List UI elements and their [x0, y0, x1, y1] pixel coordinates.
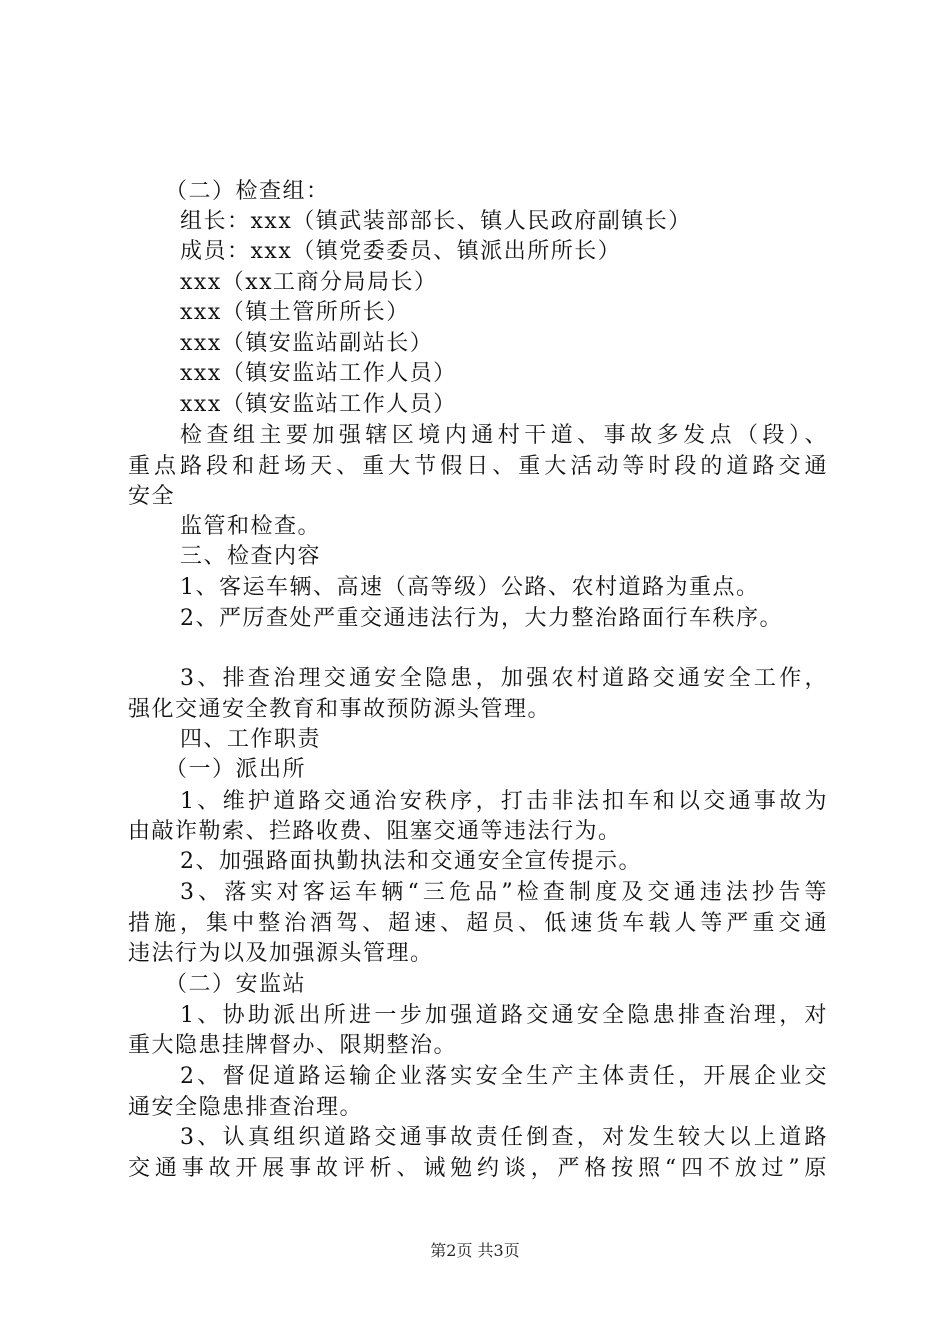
text-line: xxx（镇安监站工作人员） [180, 392, 457, 417]
text-line: 违法行为以及加强源头管理。 [128, 941, 434, 966]
section-heading: 四、工作职责 [180, 727, 322, 752]
text-line: 组长：xxx（镇武装部部长、镇人民政府副镇长） [180, 209, 692, 234]
text-line: 检查组主要加强辖区境内通村干道、事故多发点（段）、 [180, 423, 828, 448]
text-line: 措施，集中整治酒驾、超速、超员、低速货车载人等严重交通 [128, 911, 828, 936]
text-line: 3、认真组织道路交通事故责任倒查，对发生较大以上道路 [180, 1125, 828, 1150]
text-line: 交通事故开展事故评析、诫勉约谈，严格按照“四不放过”原 [128, 1156, 828, 1181]
text-line: 安全 [128, 484, 176, 509]
text-line: xxx（xx工商分局局长） [180, 270, 438, 295]
subsection-heading: （一）派出所 [165, 757, 307, 782]
section-heading: 三、检查内容 [180, 544, 322, 569]
text-line: 重点路段和赶场天、重大节假日、重大活动等时段的道路交通 [128, 454, 828, 479]
text-line: xxx（镇土管所所长） [180, 300, 410, 325]
text-line: 由敲诈勒索、拦路收费、阻塞交通等违法行为。 [128, 819, 622, 844]
text-line: （二）检查组： [165, 179, 330, 204]
text-line: 重大隐患挂牌督办、限期整治。 [128, 1033, 458, 1058]
text-line: 3、排查治理交通安全隐患，加强农村道路交通安全工作， [180, 666, 828, 691]
subsection-heading: （二）安监站 [165, 972, 307, 997]
text-line: 2、加强路面执勤执法和交通安全宣传提示。 [180, 849, 642, 874]
text-line: 通安全隐患排查治理。 [128, 1095, 364, 1120]
text-line: 2、严厉查处严重交通违法行为，大力整治路面行车秩序。 [180, 606, 783, 631]
text-line: 1、客运车辆、高速（高等级）公路、农村道路为重点。 [180, 575, 760, 600]
text-line: 监管和检查。 [180, 514, 322, 539]
text-line: 2、督促道路运输企业落实安全生产主体责任，开展企业交 [180, 1064, 828, 1089]
text-line: 强化交通安全教育和事故预防源头管理。 [128, 697, 552, 722]
text-line: 3、落实对客运车辆“三危品”检查制度及交通违法抄告等 [180, 880, 828, 905]
text-line: 1、维护道路交通治安秩序，打击非法扣车和以交通事故为 [180, 789, 828, 814]
page-footer: 第2页 共3页 [430, 1241, 520, 1260]
text-line: 1、协助派出所进一步加强道路交通安全隐患排查治理，对 [180, 1003, 828, 1028]
text-line: xxx（镇安监站工作人员） [180, 361, 457, 386]
text-line: xxx（镇安监站副站长） [180, 331, 434, 356]
text-line: 成员：xxx（镇党委委员、镇派出所所长） [180, 239, 622, 264]
